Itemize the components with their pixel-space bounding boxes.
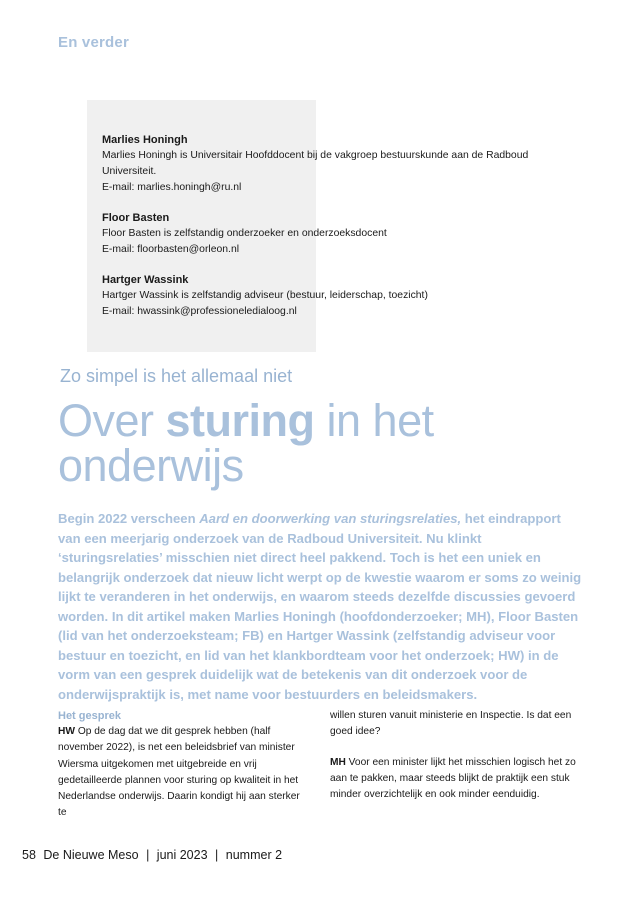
author-name: Hartger Wassink [102, 274, 189, 286]
paragraph-text: Voor een minister lijkt het misschien logisch het zo aan te pakken, maar steeds blijkt de praktijk een stuk minder overzichtelijk en ook minder eenduidig. [330, 756, 576, 801]
intro-text: het eindrapport van een meerjarig onderzoek van de Radboud Universiteit. Nu klinkt ‘sturingsrelaties’ misschien niet direct heel pakkend. Toch is het een uniek en belangrijk onderzoek dat nieuw licht werpt op de kwestie waarom er soms zo weinig lijkt te veranderen in het onderwijs, en waarom steeds dezelfde discussies gevoerd worden. In dit artikel maken Marlies Honingh (hoofdonderzoeker; MH), Floor Basten (lid van het onderzoeksteam; FB) en Hartger Wassink (zelfstandig adviseur voor bestuur en toezicht, en lid van het klankbordteam voor het onderzoek; HW) in de vorm van een gesprek duidelijk wat de betekenis van dit onderzoek voor de onderwijspraktijk is, met name voor bestuurders en beleidsmakers. [58, 511, 582, 702]
article-kicker: Zo simpel is het allemaal niet [60, 366, 293, 386]
author-bio-line: Marlies Honingh is Universitair Hoofddocent bij de vakgroep bestuurskunde aan de Radboud [102, 150, 529, 161]
author-bio-line: Floor Basten is zelfstandig onderzoeker en onderzoeksdocent [102, 228, 387, 239]
headline-line-2: onderwijs [58, 440, 244, 491]
body-column-right [330, 708, 576, 817]
speaker-initials: MH [330, 756, 346, 768]
article-headline [58, 395, 618, 491]
author-entry [102, 210, 622, 258]
author-entry [102, 132, 622, 196]
article-intro [58, 509, 585, 704]
headline-part: Over [58, 395, 166, 446]
section-label: En verder [58, 34, 129, 51]
publication-name: De Nieuwe Meso [43, 848, 139, 862]
paragraph-text: Op de dag dat we dit gesprek hebben (half november 2022), is net een beleidsbrief van minister Wiersma uitgekomen met uitgebreide en vrij gedetailleerde plannen voor sturing op kwaliteit in het Nederlandse onderwijs. Daarin kondigt hij aan sterker te [58, 726, 300, 819]
headline-emphasis: sturing [165, 395, 315, 446]
issue-date: juni 2023 [156, 848, 208, 862]
speaker-initials: HW [58, 726, 75, 737]
page-number: 58 [22, 848, 36, 862]
headline-part: in het [314, 395, 434, 446]
author-bio-line: Universiteit. [102, 166, 157, 177]
author-name: Marlies Honingh [102, 134, 188, 146]
intro-report-title: Aard en doorwerking van sturingsrelaties, [199, 511, 462, 526]
issue-number: nummer 2 [225, 848, 283, 862]
body-heading: Het gesprek [58, 710, 121, 722]
footer-separator: | [146, 848, 150, 862]
author-bio-line: Hartger Wassink is zelfstandig adviseur (bestuur, leiderschap, toezicht) [102, 290, 428, 301]
body-paragraph [330, 755, 576, 804]
author-entry [102, 272, 622, 320]
author-email: E-mail: hwassink@professioneledialoog.nl [102, 306, 297, 317]
page-footer [22, 848, 286, 862]
author-email: E-mail: floorbasten@orleon.nl [102, 244, 240, 255]
author-list [102, 132, 622, 334]
footer-separator: | [215, 848, 219, 862]
intro-text: Begin 2022 verscheen [58, 511, 200, 526]
body-column-left [58, 708, 304, 836]
author-name: Floor Basten [102, 212, 170, 224]
author-email: E-mail: marlies.honingh@ru.nl [102, 182, 242, 193]
body-paragraph: willen sturen vanuit ministerie en Inspectie. Is dat een goed idee? [330, 710, 572, 738]
body-paragraph [58, 724, 304, 822]
